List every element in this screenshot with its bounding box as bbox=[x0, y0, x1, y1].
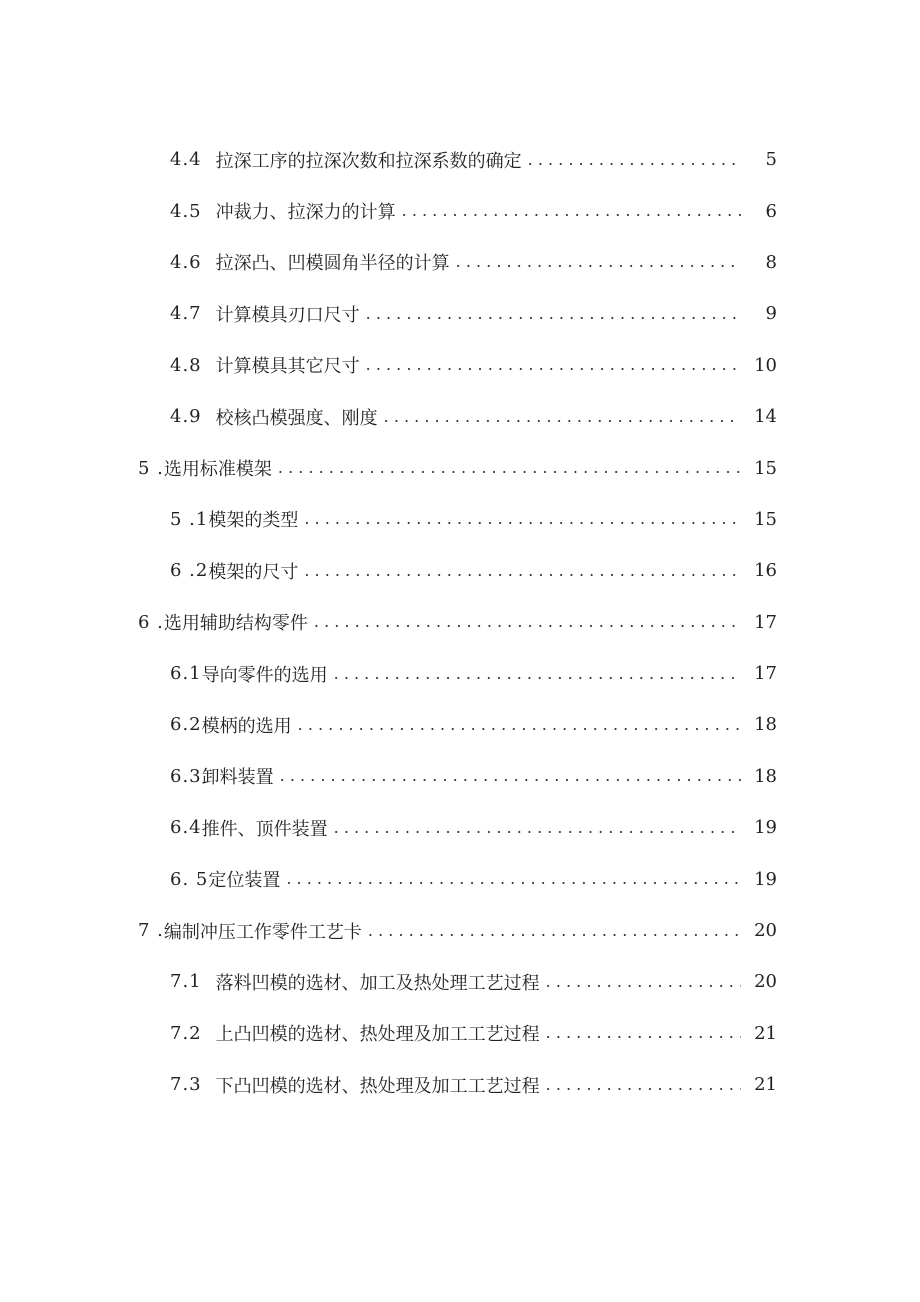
toc-entry-title: 计算模具刃口尺寸 bbox=[215, 304, 360, 326]
toc-entry[interactable] bbox=[0, 288, 920, 339]
toc-entry-title: 模架的类型 bbox=[208, 510, 299, 532]
toc-entry[interactable] bbox=[0, 185, 920, 236]
toc-entry-page: 19 bbox=[754, 817, 777, 839]
toc-entry-page: 20 bbox=[754, 971, 777, 993]
toc-entry-page: 17 bbox=[754, 663, 777, 685]
toc-entry-page: 18 bbox=[754, 765, 777, 787]
toc-entry[interactable] bbox=[0, 648, 920, 699]
toc-entry-page: 21 bbox=[754, 1074, 777, 1096]
toc-dot-leader bbox=[298, 716, 741, 734]
toc-entry-title: 校核凸模强度、刚度 bbox=[215, 407, 378, 429]
toc-entry[interactable] bbox=[0, 1008, 920, 1059]
toc-dot-leader bbox=[528, 151, 741, 169]
toc-entry-page: 9 bbox=[765, 303, 777, 325]
toc-dot-leader bbox=[334, 665, 741, 683]
toc-entry-number: 6.2 bbox=[170, 714, 202, 736]
toc-entry-number: 7.3 bbox=[170, 1074, 202, 1096]
toc-entry-title: 导向零件的选用 bbox=[201, 664, 328, 686]
toc-entry-number: 6.3 bbox=[170, 765, 202, 787]
toc-entry-number: 7 . bbox=[138, 920, 164, 942]
toc-entry[interactable] bbox=[0, 802, 920, 853]
toc-entry-page: 17 bbox=[754, 611, 777, 633]
toc-entry-page: 20 bbox=[754, 920, 777, 942]
toc-entry-title: 模柄的选用 bbox=[201, 715, 292, 737]
toc-entry[interactable] bbox=[0, 597, 920, 648]
toc-entry-title: 卸料装置 bbox=[201, 767, 274, 789]
toc-entry-number: 5 . bbox=[138, 457, 164, 479]
toc-dot-leader bbox=[368, 922, 741, 940]
toc-dot-leader bbox=[384, 408, 741, 426]
toc-entry[interactable] bbox=[0, 442, 920, 493]
toc-entry[interactable] bbox=[0, 545, 920, 596]
toc-entry-number: 4.7 bbox=[170, 303, 202, 325]
toc-dot-leader bbox=[546, 1076, 741, 1094]
toc-entry-page: 19 bbox=[754, 868, 777, 890]
toc-entry-number: 6.4 bbox=[170, 817, 202, 839]
toc-entry-title: 拉深凸、凹模圆角半径的计算 bbox=[215, 253, 450, 275]
toc-entry[interactable] bbox=[0, 853, 920, 904]
table-of-contents bbox=[0, 134, 920, 1110]
toc-entry-page: 16 bbox=[754, 560, 777, 582]
toc-entry-title: 计算模具其它尺寸 bbox=[215, 356, 360, 378]
toc-entry-title: 编制冲压工作零件工艺卡 bbox=[163, 921, 362, 943]
toc-entry-page: 10 bbox=[754, 354, 777, 376]
toc-entry-title: 落料凹模的选材、加工及热处理工艺过程 bbox=[215, 972, 540, 994]
toc-entry-page: 14 bbox=[754, 406, 777, 428]
toc-entry-page: 6 bbox=[765, 200, 777, 222]
toc-entry-number: 6 . bbox=[138, 611, 164, 633]
toc-entry-title: 上凸凹模的选材、热处理及加工工艺过程 bbox=[215, 1024, 540, 1046]
toc-dot-leader bbox=[366, 356, 741, 374]
toc-entry-page: 5 bbox=[765, 149, 777, 171]
toc-entry-page: 8 bbox=[765, 251, 777, 273]
toc-entry-title: 拉深工序的拉深次数和拉深系数的确定 bbox=[215, 150, 522, 172]
toc-entry-title: 选用标准模架 bbox=[163, 459, 272, 481]
toc-dot-leader bbox=[366, 305, 741, 323]
toc-dot-leader bbox=[402, 202, 741, 220]
toc-entry-number: 4.5 bbox=[170, 200, 202, 222]
toc-dot-leader bbox=[286, 870, 741, 888]
toc-entry-title: 定位装置 bbox=[208, 870, 281, 892]
toc-dot-leader bbox=[334, 819, 741, 837]
toc-entry-title: 推件、顶件装置 bbox=[201, 818, 328, 840]
toc-entry[interactable] bbox=[0, 1059, 920, 1110]
toc-entry-number: 7.1 bbox=[170, 971, 202, 993]
toc-entry[interactable] bbox=[0, 699, 920, 750]
toc-dot-leader bbox=[546, 1024, 741, 1042]
toc-dot-leader bbox=[278, 459, 741, 477]
toc-entry[interactable] bbox=[0, 237, 920, 288]
toc-entry-page: 18 bbox=[754, 714, 777, 736]
toc-entry-title: 选用辅助结构零件 bbox=[163, 613, 308, 635]
toc-entry-page: 15 bbox=[754, 508, 777, 530]
toc-entry-number: 6 .2 bbox=[170, 560, 209, 582]
toc-dot-leader bbox=[314, 613, 741, 631]
toc-dot-leader bbox=[304, 510, 741, 528]
toc-entry-number: 4.9 bbox=[170, 406, 202, 428]
toc-dot-leader bbox=[546, 973, 741, 991]
toc-entry-number: 7.2 bbox=[170, 1022, 202, 1044]
toc-entry-number: 4.6 bbox=[170, 251, 202, 273]
toc-entry-page: 21 bbox=[754, 1022, 777, 1044]
toc-entry[interactable] bbox=[0, 494, 920, 545]
toc-dot-leader bbox=[304, 562, 741, 580]
toc-entry-title: 冲裁力、拉深力的计算 bbox=[215, 202, 396, 224]
toc-entry[interactable] bbox=[0, 751, 920, 802]
toc-entry-number: 6. 5 bbox=[170, 868, 209, 890]
toc-entry[interactable] bbox=[0, 340, 920, 391]
toc-entry-title: 模架的尺寸 bbox=[208, 561, 299, 583]
toc-entry[interactable] bbox=[0, 391, 920, 442]
toc-entry[interactable] bbox=[0, 905, 920, 956]
toc-entry-title: 下凸凹模的选材、热处理及加工工艺过程 bbox=[215, 1075, 540, 1097]
toc-entry-page: 15 bbox=[754, 457, 777, 479]
toc-entry[interactable] bbox=[0, 956, 920, 1007]
toc-entry-number: 4.8 bbox=[170, 354, 202, 376]
toc-entry-number: 6.1 bbox=[170, 663, 202, 685]
toc-entry-number: 5 .1 bbox=[170, 508, 209, 530]
toc-dot-leader bbox=[280, 767, 741, 785]
toc-dot-leader bbox=[456, 253, 741, 271]
toc-entry-number: 4.4 bbox=[170, 149, 202, 171]
toc-entry[interactable] bbox=[0, 134, 920, 185]
